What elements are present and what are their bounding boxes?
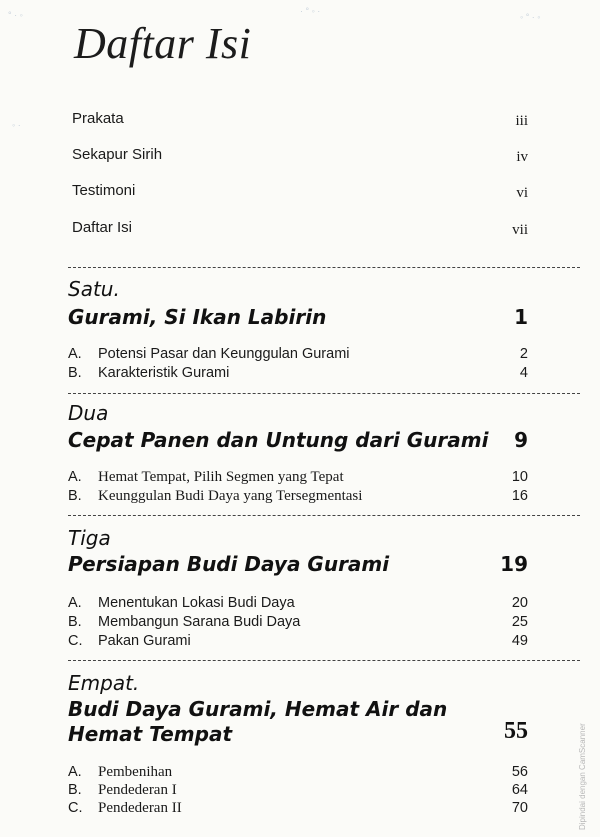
section-page: 20	[511, 595, 528, 611]
chapter-name: Satu.	[68, 277, 120, 301]
section-letter: C.	[68, 800, 83, 816]
section-entry	[68, 782, 528, 801]
scanner-watermark: Dipindai dengan CamScanner	[578, 723, 587, 830]
front-matter-label: Daftar Isi	[72, 219, 133, 236]
front-matter-label: Sekapur Sirih	[72, 146, 163, 163]
section-text: Potensi Pasar dan Keunggulan Gurami	[98, 346, 350, 362]
section-entry	[68, 346, 528, 365]
front-matter-label: Prakata	[72, 110, 124, 127]
section-page: 16	[511, 488, 528, 504]
chapter-page: 19	[500, 552, 528, 576]
section-text: Menentukan Lokasi Budi Daya	[98, 595, 295, 611]
chapter-page: 9	[514, 428, 528, 452]
front-matter-label: Testimoni	[72, 182, 136, 199]
section-entry	[68, 614, 528, 633]
section-divider	[68, 660, 580, 661]
section-page: 2	[519, 346, 528, 362]
section-letter: A.	[68, 764, 82, 780]
chapter-page: 55	[504, 718, 528, 744]
section-page: 49	[511, 633, 528, 649]
section-entry	[68, 488, 528, 507]
section-entry	[68, 595, 528, 614]
decor-speckle: ◦ ·	[12, 120, 21, 130]
front-matter-item	[72, 219, 528, 239]
decor-speckle: ° · ◦	[8, 10, 23, 20]
front-matter-page: vi	[516, 185, 528, 201]
chapter-title: Cepat Panen dan Untung dari Gurami	[68, 428, 489, 452]
section-divider	[68, 267, 580, 268]
section-letter: B.	[68, 365, 82, 381]
chapter-title: Budi Daya Gurami, Hemat Air dan	[68, 697, 448, 721]
section-letter: B.	[68, 488, 82, 504]
section-page: 64	[511, 782, 528, 798]
section-divider	[68, 515, 580, 516]
section-divider	[68, 393, 580, 394]
page-title: Daftar Isi	[74, 19, 252, 68]
section-entry	[68, 764, 528, 783]
section-text: Hemat Tempat, Pilih Segmen yang Tepat	[98, 469, 344, 485]
section-text: Pakan Gurami	[98, 633, 191, 649]
section-page: 70	[511, 800, 528, 816]
section-letter: A.	[68, 595, 82, 611]
front-matter-item	[72, 146, 528, 166]
decor-speckle: · ° ◦ ·	[300, 6, 321, 16]
front-matter-page: iv	[516, 149, 528, 165]
front-matter-page: vii	[512, 222, 528, 238]
section-text: Karakteristik Gurami	[98, 365, 230, 381]
section-letter: A.	[68, 469, 82, 485]
section-page: 25	[511, 614, 528, 630]
chapter-name: Tiga	[68, 526, 111, 550]
section-text: Membangun Sarana Budi Daya	[98, 614, 301, 630]
front-matter-item	[72, 182, 528, 202]
section-text: Keunggulan Budi Daya yang Tersegmentasi	[98, 488, 363, 504]
front-matter-item	[72, 110, 528, 130]
front-matter-page: iii	[515, 113, 528, 129]
section-page: 56	[511, 764, 528, 780]
section-letter: B.	[68, 614, 82, 630]
section-entry	[68, 469, 528, 488]
section-page: 10	[511, 469, 528, 485]
section-entry	[68, 633, 528, 652]
chapter-name: Dua	[68, 401, 109, 425]
section-letter: C.	[68, 633, 83, 649]
section-letter: B.	[68, 782, 82, 798]
section-text: Pendederan I	[98, 782, 177, 798]
decor-speckle: ◦ ° · ◦	[520, 12, 541, 22]
chapter-title: Persiapan Budi Daya Gurami	[68, 552, 390, 576]
chapter-title: Gurami, Si Ikan Labirin	[68, 305, 327, 329]
chapter-name: Empat.	[68, 671, 140, 695]
section-entry	[68, 800, 528, 819]
chapter-title-line-2: Hemat Tempat	[68, 722, 233, 746]
chapter-page: 1	[514, 305, 528, 329]
section-text: Pendederan II	[98, 800, 182, 816]
section-entry	[68, 365, 528, 384]
section-text: Pembenihan	[98, 764, 173, 780]
section-page: 4	[519, 365, 528, 381]
section-letter: A.	[68, 346, 82, 362]
